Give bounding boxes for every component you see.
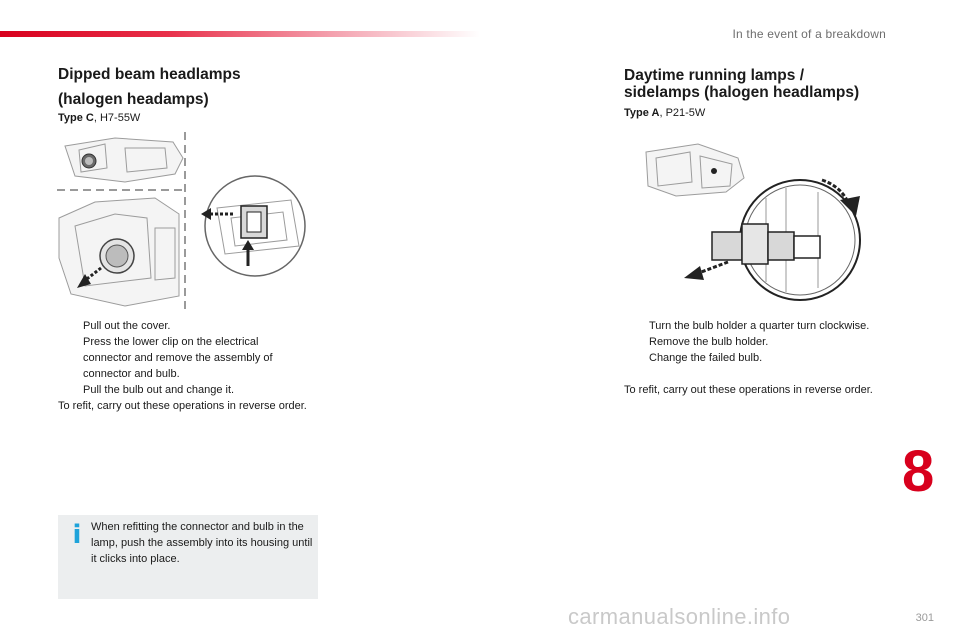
info-icon: i xyxy=(72,520,82,550)
left-step-item xyxy=(58,334,308,382)
left-type-value: , H7-55W xyxy=(93,112,141,124)
right-step-item xyxy=(624,334,874,350)
chapter-number: 8 xyxy=(902,439,935,504)
right-steps-list xyxy=(624,318,874,366)
top-accent-bar xyxy=(0,31,480,37)
right-refit-note: To refit, carry out these operations in reverse order. xyxy=(624,384,873,396)
left-step-text: Pull the bulb out and change it. xyxy=(83,384,235,396)
daytime-lamp-illustration xyxy=(640,140,870,305)
right-step-text: Turn the bulb holder a quarter turn clockwise. xyxy=(649,320,870,332)
watermark: carmanualsonline.info xyxy=(568,604,791,629)
right-heading xyxy=(624,67,859,101)
left-step-text: Press the lower clip on the electrical connector and remove the assembly of connector and bulb. xyxy=(83,336,273,380)
info-text: When refitting the connector and bulb in the lamp, push the assembly into its housing until it clicks into place. xyxy=(91,521,313,565)
chapter-title: In the event of a breakdown xyxy=(732,27,886,41)
left-step-text: Pull out the cover. xyxy=(83,320,171,332)
left-step-item xyxy=(58,382,308,398)
right-step-item xyxy=(624,350,874,366)
left-steps-list xyxy=(58,318,308,398)
right-heading-line2: sidelamps (halogen headlamps) xyxy=(624,84,860,101)
right-type-line xyxy=(624,107,705,119)
left-heading xyxy=(58,64,241,110)
left-type-line xyxy=(58,112,140,124)
left-heading-line1: Dipped beam headlamps xyxy=(58,66,241,83)
dipped-beam-headlamp-illustration xyxy=(55,128,315,313)
right-step-text: Change the failed bulb. xyxy=(649,352,763,364)
left-refit-note: To refit, carry out these operations in reverse order. xyxy=(58,400,307,412)
right-heading-line1: Daytime running lamps / xyxy=(624,67,805,84)
info-box xyxy=(58,515,318,599)
page-number: 301 xyxy=(915,612,934,624)
left-type-label: Type C xyxy=(58,112,94,124)
right-type-value: , P21-5W xyxy=(659,107,706,119)
left-step-item xyxy=(58,318,308,334)
right-step-item xyxy=(624,318,874,334)
right-step-text: Remove the bulb holder. xyxy=(649,336,769,348)
left-heading-line2: (halogen headamps) xyxy=(58,91,209,108)
right-type-label: Type A xyxy=(624,107,660,119)
